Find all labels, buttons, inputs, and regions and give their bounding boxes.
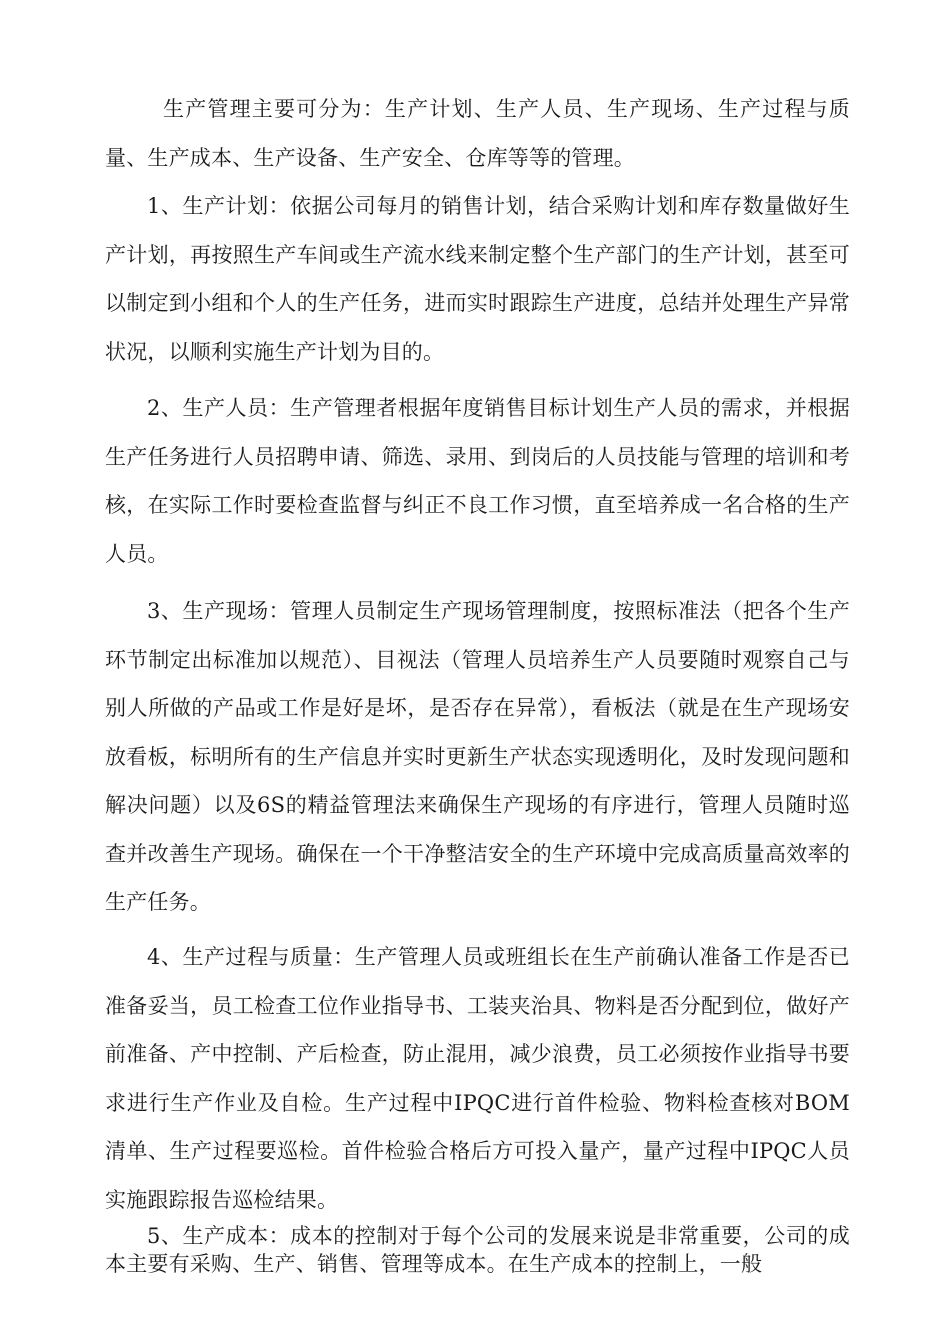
production-staff-paragraph: 2、生产人员：生产管理者根据年度销售目标计划生产人员的需求，并根据生产任务进行人员招聘申请、筛选、录用、到岗后的人员技能与管理的培训和考核，在实际工作时要检查监督与纠正不良工作习惯，直至培养成一名合格的生产人员。 [105, 396, 850, 566]
production-cost-paragraph: 5、生产成本：成本的控制对于每个公司的发展来说是非常重要，公司的成本主要有采购、生产、销售、管理等成本。在生产成本的控制上，一般 [105, 1224, 850, 1276]
intro-paragraph: 生产管理主要可分为：生产计划、生产人员、生产现场、生产过程与质量、生产成本、生产设备、生产安全、仓库等等的管理。 [105, 97, 850, 170]
production-site-paragraph: 3、生产现场：管理人员制定生产现场管理制度，按照标准法（把各个生产环节制定出标准加以规范）、目视法（管理人员培养生产人员要随时观察自己与别人所做的产品或工作是好是坏，是否存在异常），看板法（就是在生产现场安放看板，标明所有的生产信息并实时更新生产状态实现透明化，及时发现问题和解决问题）以及6S的精益管理法来确保生产现场的有序进行，管理人员随时巡查并改善生产现场。确保在一个干净整洁安全的生产环境中完成高质量高效率的生产任务。 [105, 599, 850, 914]
production-plan-paragraph: 1、生产计划：依据公司每月的销售计划，结合采购计划和库存数量做好生产计划，再按照生产车间或生产流水线来制定整个生产部门的生产计划，甚至可以制定到小组和个人的生产任务，进而实时跟踪生产进度，总结并处理生产异常状况，以顺利实施生产计划为目的。 [105, 194, 850, 364]
production-process-quality-paragraph: 4、生产过程与质量：生产管理人员或班组长在生产前确认准备工作是否已准备妥当，员工检查工位作业指导书、工装夹治具、物料是否分配到位，做好产前准备、产中控制、产后检查，防止混用，减少浪费，员工必须按作业指导书要求进行生产作业及自检。生产过程中IPQC进行首件检验、物料检查核对BOM清单、生产过程要巡检。首件检验合格后方可投入量产，量产过程中IPQC人员实施跟踪报告巡检结果。 [105, 945, 850, 1212]
